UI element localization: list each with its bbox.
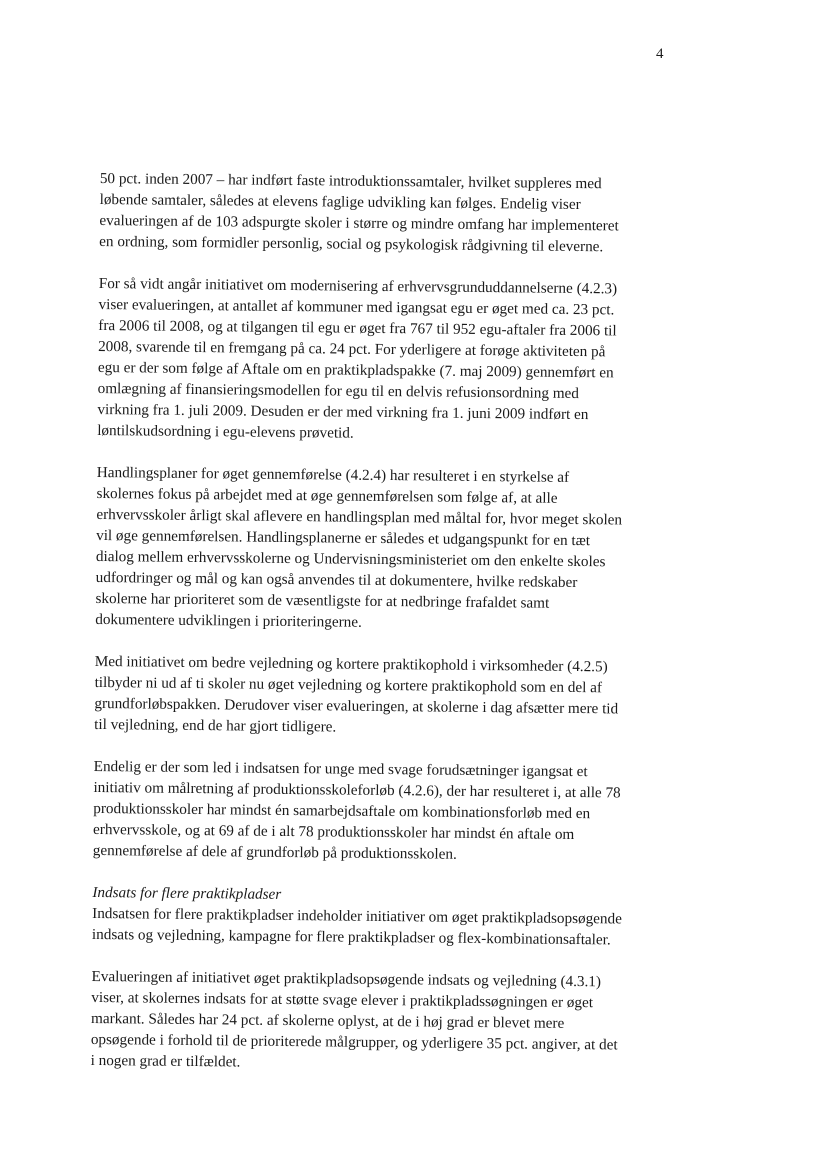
section-heading: Indsats for flere praktikpladser [92,883,282,903]
document-body [90,168,630,1097]
paragraph-guidance: Med initiativet om bedre vejledning og kortere praktikophold i virksomheder (4.2.5) tilbyder ni ud af ti skoler nu øget vejledning og kortere praktikophold som en del af grundforløbspakken. Derudover viser evalueringen, at skolerne i dag afsætter mere tid til vejledning, end de har gjort tidligere. [94,652,619,736]
paragraph-action-plans: Handlingsplaner for øget gennemførelse (4.2.4) har resulteret i en styrkelse af skolernes fokus på arbejdet med at øge gennemførelsen som følge af, at alle erhvervsskoler årligt skal aflevere en handlingsplan med måltal for, hvor meget skolen vil øge gennemførelsen. Handlingsplanerne er således et udgangspunkt for en tæt dialog mellem erhvervsskolerne og Undervisningsministeriet om den enkelte skoles udfordringer og mål og kan også anvendes til at dokumentere, hvilke redskaber skolerne har prioriteret som de væsentligste for at nedbringe frafaldet samt dokumentere udviklingen i prioriteringerne. [95,463,623,631]
paragraph-outreach-evaluation: Evalueringen af initiativet øget praktikpladsopsøgende indsats og vejledning (4.3.1) viser, at skolernes indsats for at støtte svage elever i praktikpladssøgningen er øget markant. Således har 24 pct. af skolerne oplyst, at de i høj grad er blevet mere opsøgende i forhold til de prioriterede målgrupper, og yderligere 35 pct. angiver, at det i nogen grad er tilfældet. [90,967,618,1071]
paragraph-introduction-talks: 50 pct. inden 2007 – har indført faste introduktionssamtaler, hvilket suppleres med løbende samtaler, således at elevens faglige udvikling kan følges. Endelig viser evalueringen af de 103 adspurgte skoler i større og mindre omfang har implementeret en ordning, som formidler personlig, social og psykologisk rådgivning til eleverne. [99,169,619,256]
paragraph-egu-modernisation: For så vidt angår initiativet om modernisering af erhvervsgrunduddannelserne (4.2.3) viser evalueringen, at antallet af kommuner med igangsat egu er øget med ca. 23 pct. fra 2006 til 2008, og at tilgangen til egu er øget fra 767 til 952 egu-aftaler fra 2006 til 2008, svarende til en fremgang på ca. 24 pct. For yderligere at forøge aktiviteten på egu er der som følge af Aftale om en praktikpladspakke (7. maj 2009) gennemført en omlægning af finansieringsmodellen for egu til en delvis refusionsordning med virkning fra 1. juli 2009. Desuden er der med virkning fra 1. juni 2009 indført en løntilskudsordning i egu-elevens prøvetid. [97,274,618,442]
section-block [92,882,623,951]
paragraph-production-schools: Endelig er der som led i indsatsen for unge med svage forudsætninger igangsat et initiativ om målretning af produktionsskoleforløb (4.2.6), der har resulteret i, at alle 78 produktionsskoler har mindst én samarbejdsaftale om kombinationsforløb med en erhvervsskole, og at 69 af de i alt 78 produktionsskoler har mindst én aftale om gennemførelse af dele af grundforløb på produktionsskolen. [92,757,621,863]
section-intro: Indsatsen for flere praktikpladser indeholder initiativer om øget praktikpladsopsøgende indsats og vejledning, kampagne for flere praktikpladser og flex-kombinationsaftaler. [91,904,622,949]
page-number: 4 [656,46,664,62]
